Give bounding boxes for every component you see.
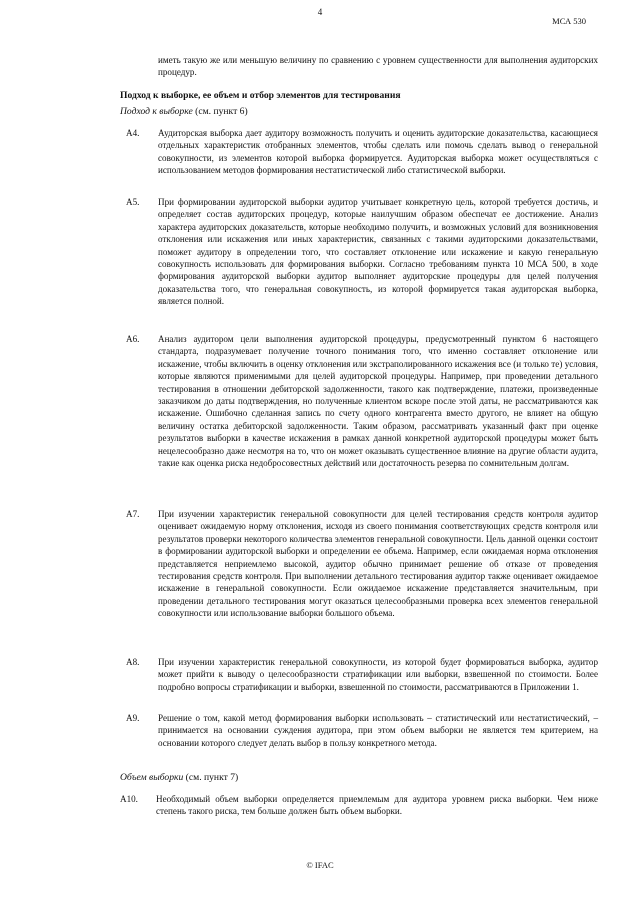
paragraph-label: A9.	[126, 713, 140, 723]
document-code: МСА 530	[552, 16, 586, 26]
paragraph-label: A4.	[126, 128, 140, 138]
intro-paragraph	[158, 54, 598, 79]
subheading-sampling-approach	[120, 106, 248, 117]
subheading-title: Подход к выборке	[120, 106, 193, 117]
copyright-footer: © IFAC	[306, 860, 334, 870]
paragraph-text: При изучении характеристик генеральной совокупности для целей тестирования средств контроля аудитор оценивает ожидаемую норму отклонения, исходя из своего понимания соответствующих средств контроля или результатов проверки некоторого количества элементов генеральной совокупности. Цель данной оценки состоит в формировании аудиторской выборки и определении ее объема. Например, если ожидаемая норма отклонения представляется неприемлемо высокой, аудитор обычно принимает решение об отказе от проведения тестирования средств контроля. При выполнении детального тестирования аудитор также оценивает ожидаемое искажение в генеральной совокупности. Если ожидаемое искажение представляется значительным, при проведении детального тестирования могут оказаться целесообразными проверка всех элементов генеральной совокупности или использование выборки большого объема.	[158, 509, 598, 619]
paragraph-text: Аудиторская выборка дает аудитору возможность получить и оценить аудиторские доказательства, касающиеся отдельных характеристик отобранных элементов, чтобы сделать или помочь сделать вывод о генеральной совокупности, из элементов которой выборка формируется. Аудиторская выборка может осуществляться с использованием методов формирования нестатистической либо статистической выборки.	[158, 128, 598, 176]
paragraph-text: Анализ аудитором цели выполнения аудиторской процедуры, предусмотренный пунктом 6 настоящего стандарта, подразумевает получение точного понимания того, что именно составляет отклонение или искажение, чтобы включить в оценку отклонения или экстраполированного искажения все (и только те) условия, которые являются применимыми для целей аудиторской процедуры. Например, при проведении детального тестирования в отношении дебиторской задолженности, такого как подтверждение, платежи, произведенные заказчиком до даты подтверждения, но полученные клиентом вскоре после этой даты, не рассматриваются как искажение. Ошибочно сделанная запись по счету одного контрагента вместо другого, не влияет на общую величину остатка дебиторской задолженности. Таким образом, рассматривать указанный факт при оценке результатов выборки в качестве искажения в рамках данной конкретной аудиторской процедуры может быть нецелесообразно даже несмотря на то, что он может оказывать существенное влияние на другие области аудита, такие как оценка риска недобросовестных действий или достаточность резерва по сомнительным долгам.	[158, 334, 598, 469]
section-heading: Подход к выборке, ее объем и отбор элементов для тестирования	[120, 90, 401, 101]
paragraph-label: A10.	[120, 794, 138, 804]
paragraph-a4	[120, 127, 598, 177]
paragraph-text: При изучении характеристик генеральной совокупности, из которой будет формироваться выборка, аудитор может прийти к выводу о целесообразности стратификации или выборки, взвешенной по стоимости. Более подробно вопросы стратификации и выборки, взвешенной по стоимости, рассматриваются в Приложении 1.	[158, 657, 598, 692]
paragraph-text: Решение о том, какой метод формирования выборки использовать – статистический или нестатистический, – принимается на основании суждения аудитора, при этом объем выборки не является тем критерием, на основании которого следует делать выбор в пользу конкретного метода.	[158, 713, 598, 748]
subheading-title: Объем выборки	[120, 772, 184, 783]
paragraph-a9	[120, 712, 598, 749]
paragraph-a6	[120, 333, 598, 469]
paragraph-a5	[120, 196, 598, 308]
paragraph-a10	[120, 793, 598, 818]
paragraph-label: A8.	[126, 657, 140, 667]
paragraph-text: Необходимый объем выборки определяется приемлемым для аудитора уровнем риска выборки. Чем ниже степень такого риска, тем больше должен быть объем выборки.	[156, 794, 598, 817]
subheading-ref: (см. пункт 6)	[192, 106, 248, 117]
paragraph-label: A7.	[126, 509, 140, 519]
paragraph-a7	[120, 508, 598, 620]
paragraph-label: A6.	[126, 334, 140, 344]
subheading-sample-size	[120, 772, 238, 783]
paragraph-a8	[120, 656, 598, 693]
paragraph-text: При формировании аудиторской выборки аудитор учитывает конкретную цель, которой требуется достичь, и определяет состав аудиторских процедур, которые наилучшим образом обеспечат ее достижение. Анализ характера аудиторских доказательств, которые необходимо получить, и возможных условий для возникновения отклонения или искажения или иных характеристик, связанных с такими аудиторскими доказательствами, поможет аудитору в определении того, что составляет отклонение или искажение и какую генеральную совокупность использовать для формирования выборки. Согласно требованиям пункта 10 МСА 500, в ходе формирования аудиторской выборки аудитор выполняет аудиторские процедуры для целей получения доказательства того, что генеральная совокупность, из которой формируется такая аудиторская выборка, является полной.	[158, 197, 598, 307]
page-number: 4	[317, 7, 323, 17]
paragraph-label: A5.	[126, 197, 140, 207]
subheading-ref: (см. пункт 7)	[183, 772, 239, 783]
intro-text: иметь такую же или меньшую величину по сравнению с уровнем существенности для выполнения аудиторских процедур.	[158, 55, 598, 78]
